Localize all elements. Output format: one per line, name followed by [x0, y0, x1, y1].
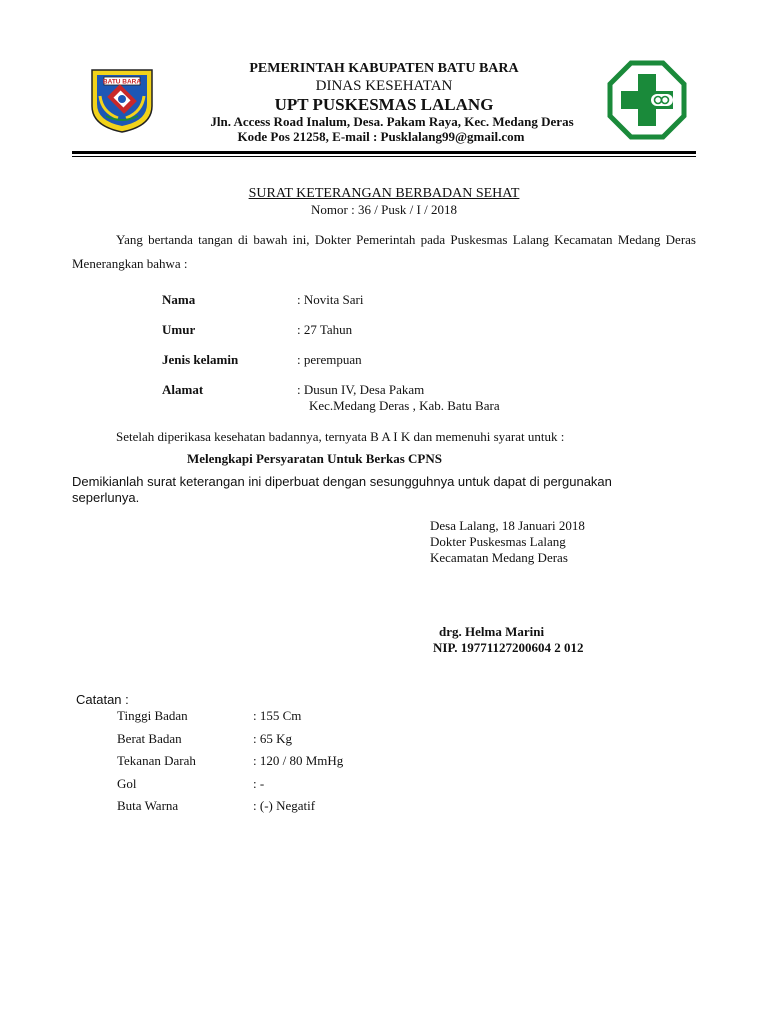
field-value-gender: : perempuan [297, 352, 362, 367]
intro-paragraph: Yang bertanda tangan di bawah ini, Dokter Pemerintah pada Puskesmas Lalang Kecamatan Medang Deras Menerangkan bahwa : [72, 232, 696, 271]
note-value-height: : 155 Cm [253, 708, 302, 723]
field-value-address: : Dusun IV, Desa Pakam [297, 382, 425, 397]
header-contact: Kode Pos 21258, E-mail : Pusklalang99@gmail.com [237, 129, 525, 144]
note-value-color-blind: : (-) Negatif [253, 798, 316, 813]
header-institution: UPT PUSKESMAS LALANG [274, 95, 494, 114]
field-value-age: : 27 Tahun [297, 322, 353, 337]
notes-heading: Catatan : [76, 692, 129, 707]
note-value-blood-pressure: : 120 / 80 MmHg [253, 753, 344, 768]
header-government: PEMERINTAH KABUPATEN BATU BARA [249, 61, 519, 76]
letter-number: Nomor : 36 / Pusk / I / 2018 [311, 202, 457, 217]
field-label-name: Nama [162, 292, 196, 307]
header-agency: DINAS KESEHATAN [315, 78, 453, 94]
note-label-weight: Berat Badan [117, 731, 182, 746]
signature-place-date: Desa Lalang, 18 Januari 2018 [430, 518, 585, 533]
field-label-address: Alamat [162, 382, 204, 397]
signature-position: Dokter Puskesmas Lalang [430, 534, 566, 549]
signatory-name: drg. Helma Marini [439, 624, 545, 639]
field-value-address-line2: Kec.Medang Deras , Kab. Batu Bara [309, 398, 500, 413]
note-label-color-blind: Buta Warna [117, 798, 179, 813]
note-label-blood-pressure: Tekanan Darah [117, 753, 196, 768]
closing-paragraph: Demikianlah surat keterangan ini diperbuat dengan sesungguhnya untuk dapat di pergunakan seperlunya. [72, 474, 612, 505]
purpose-statement: Melengkapi Persyaratan Untuk Berkas CPNS [187, 451, 442, 466]
letterhead-divider-thick [72, 151, 696, 154]
field-value-name: : Novita Sari [297, 292, 364, 307]
signature-district: Kecamatan Medang Deras [430, 550, 568, 565]
svg-text:BATU BARA: BATU BARA [102, 78, 142, 86]
header-address: Jln. Access Road Inalum, Desa. Pakam Raya, Kec. Medang Deras [210, 114, 574, 129]
letter-title: SURAT KETERANGAN BERBADAN SEHAT [248, 186, 520, 201]
letterhead-divider-thin [72, 156, 696, 157]
note-label-blood-type: Gol [117, 776, 137, 791]
field-label-gender: Jenis kelamin [162, 352, 239, 367]
note-value-weight: : 65 Kg [253, 731, 292, 746]
note-label-height: Tinggi Badan [117, 708, 188, 723]
note-value-blood-type: : - [253, 776, 265, 791]
exam-result: Setelah diperikasa kesehatan badannya, ternyata B A I K dan memenuhi syarat untuk : [116, 429, 565, 444]
field-label-age: Umur [162, 322, 196, 337]
signatory-nip: NIP. 19771127200604 2 012 [433, 640, 584, 655]
